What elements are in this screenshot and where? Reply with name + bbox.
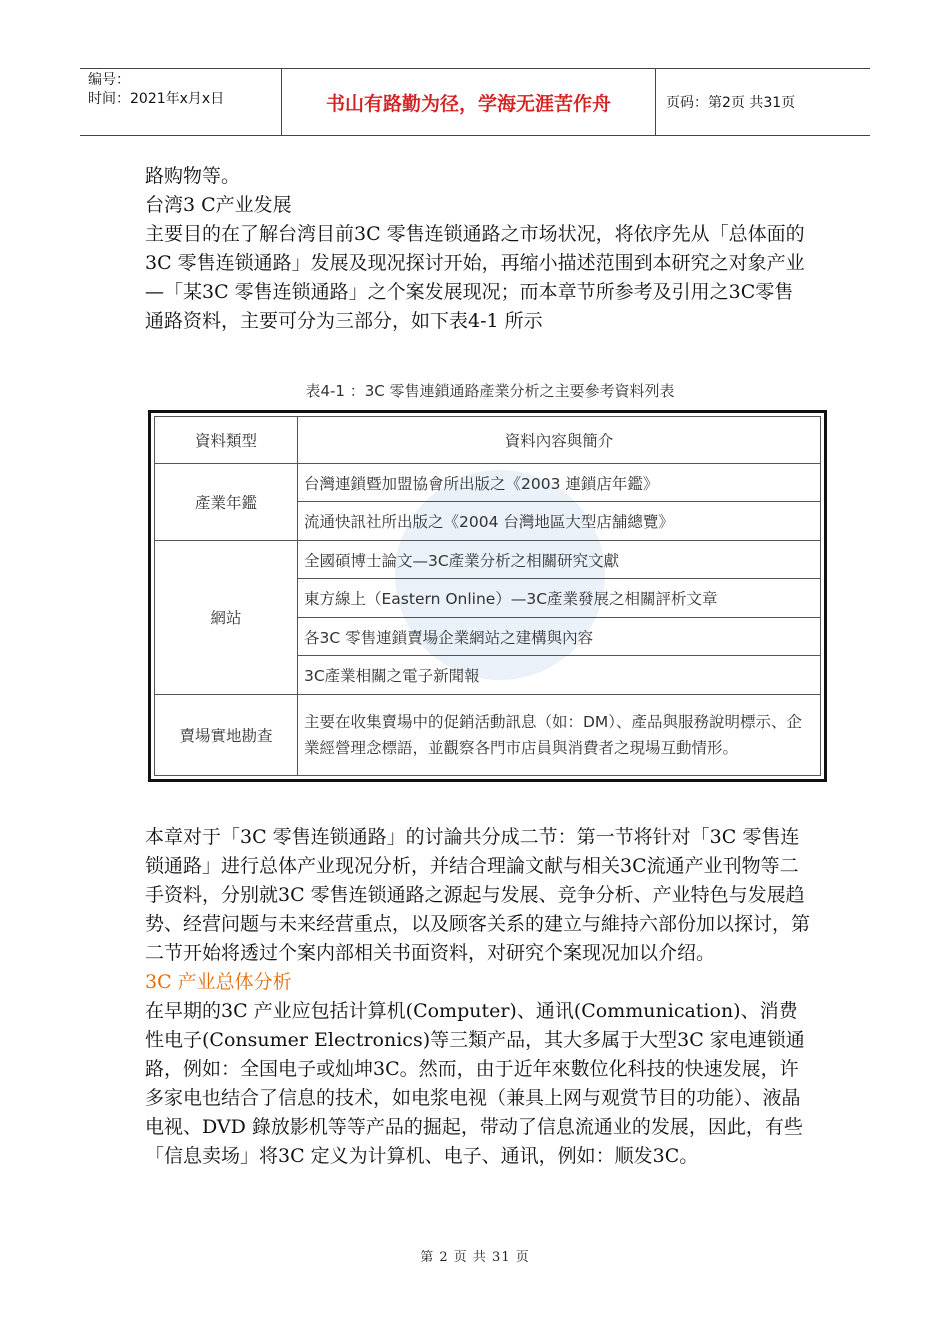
page-header: [80, 68, 870, 136]
header-motto: 书山有路勤为径，学海无涯苦作舟: [282, 69, 656, 135]
paragraph: 在早期的3C 产业应包括计算机(Computer)、通讯(Communication)、消费性电子(Consumer Electronics)等三類产品，其大多属于大型3C 家电連锁通路，例如：全国电子或灿坤3C。然而，由于近年來數位化科技的快速发展，许多家电也结合了信息的技术，如电浆电视（兼具上网与观赏节目的功能）、液晶电视、DVD 錄放影机等等产品的掘起，带动了信息流通业的发展，因此，有些「信息卖场」将3C 定义为计算机、电子、通讯，例如：顺发3C。: [145, 1000, 805, 1167]
chapter-text: [145, 823, 810, 1171]
category-cell: 產業年鑑: [155, 464, 298, 541]
reference-table: [148, 410, 827, 782]
paragraph: 台湾3 C产业发展: [145, 194, 292, 216]
section-heading: 3C 产业总体分析: [145, 971, 292, 993]
content-cell: 東方線上（Eastern Online）—3C產業發展之相關評析文章: [298, 579, 821, 617]
content-cell: 流通快訊社所出版之《2004 台灣地區大型店舗總覽》: [298, 502, 821, 540]
content-cell: 全國碩博士論文—3C產業分析之相關研究文獻: [298, 540, 821, 578]
page-footer: 第 2 页 共 31 页: [420, 1250, 530, 1265]
paragraph: 主要目的在了解台湾目前3C 零售连锁通路之市场状况，将依序先从「总体面的3C 零售连锁通路」发展及现况探讨开始，再缩小描述范围到本研究之对象产业—「某3C 零售连锁通路」之个案发展现况；而本章节所参考及引用之3C零售通路资料，主要可分为三部分，如下表4-1 所示: [145, 223, 805, 332]
header-date: 时间：2021年x月x日: [88, 91, 225, 107]
paragraph: 本章对于「3C 零售连锁通路」的讨論共分成二节：第一节将针对「3C 零售连锁通路」进行总体产业现况分析，并结合理論文献与相关3C流通产业刊物等二手资料，分别就3C 零售连锁通路之源起与发展、竞争分析、产业特色与发展趋势、经营问题与未来经营重点，以及顾客关系的建立与維持六部份加以探讨，第二节开始将透过个案内部相关书面资料，对研究个案现况加以介绍。: [145, 826, 811, 964]
intro-text: [145, 162, 825, 336]
table-caption: 表4-1 ：3C 零售連鎖通路產業分析之主要參考資料列表: [305, 382, 675, 400]
header-number: 编号：: [88, 72, 130, 88]
col-header-content: 資料內容與簡介: [298, 417, 821, 464]
table-row: [155, 540, 821, 578]
header-meta: [80, 69, 282, 135]
category-cell: 賣場實地勘查: [155, 694, 298, 775]
content-cell: 3C產業相關之電子新聞報: [298, 656, 821, 694]
category-cell: 網站: [155, 540, 298, 694]
table-row: [155, 694, 821, 775]
table-row: [155, 464, 821, 502]
content-cell: 主要在收集賣場中的促銷活動訊息（如：DM）、產品與服務說明標示、企業經營理念標語，並觀察各門市店員與消費者之現場互動情形。: [298, 694, 821, 775]
paragraph: 路购物等。: [145, 165, 241, 187]
col-header-type: 資料類型: [155, 417, 298, 464]
content-cell: 台灣連鎖暨加盟協會所出版之《2003 連鎖店年鑑》: [298, 464, 821, 502]
content-cell: 各3C 零售連鎖賣場企業網站之建構與內容: [298, 617, 821, 655]
header-page-info: 页码：第2页 共31页: [666, 95, 796, 111]
